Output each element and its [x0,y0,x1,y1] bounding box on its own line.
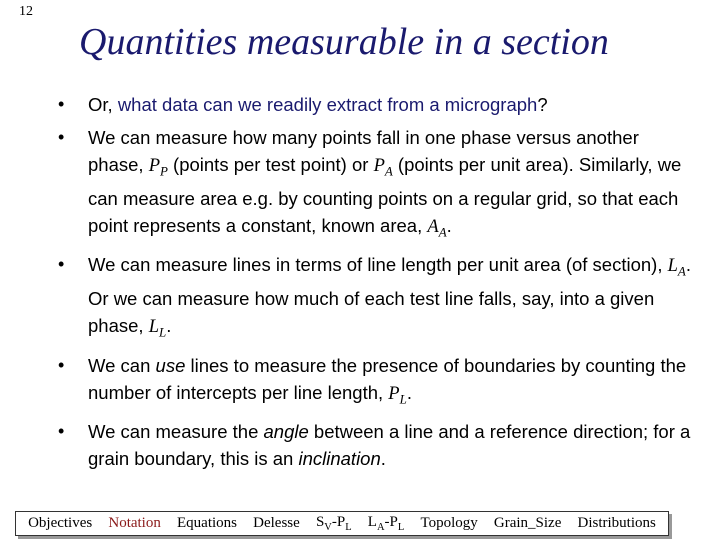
symbol-la: $L_A$ [667,256,686,280]
bullet-text: . [166,315,172,337]
navigation-bar [15,511,669,536]
bullet-text: We can measure the [88,421,264,443]
bullet-dot-icon: • [58,94,65,114]
bullet-dot-icon: • [58,354,65,375]
nav-link-grain-size[interactable]: Grain_Size [493,515,562,531]
nav-link-la-pl[interactable]: $L_A-P_L$ [367,514,405,533]
bullet-text: . Or we can measure how much of each test line falls, say, into a given phase, [88,254,691,337]
nav-link-delesse[interactable]: Delesse [253,515,300,531]
bullet-text: . [380,448,386,470]
nav-link-distributions[interactable]: Distributions [577,515,656,531]
symbol-pp: $P_P$ [148,156,168,179]
nav-link-equations[interactable]: Equations [177,515,237,531]
bullet-highlight-text: what data can we readily extract from a micrograph [117,94,538,115]
bullet-text: lines to measure the presence of boundaries by counting the number of intercepts per line length, [88,354,687,403]
bullet-text: . [446,214,452,236]
nav-link-objectives[interactable]: Objectives [28,515,93,531]
bullet-text: (points per unit area). Similarly, we can measure area e.g. by counting points on a regular grid, so that each point represents a constant, known area, [88,154,682,236]
bullet-emphasis: angle [263,421,309,443]
symbol-pl: $P_L$ [388,383,407,407]
bullet-text: Or, [88,94,118,115]
bullet-emphasis: use [155,354,186,376]
bullet-dot-icon: • [58,254,65,275]
bullet-dot-icon: • [58,127,65,147]
nav-link-sv-pl[interactable]: $S_V-P_L$ [315,514,352,533]
bullet-dot-icon: • [58,421,65,442]
bullet-text: between a line and a reference direction; for a grain boundary, this is an [88,421,691,470]
bullet-item [0,91,720,118]
symbol-aa: $A_A$ [427,216,447,240]
bullet-item [0,124,720,245]
bullet-text: ? [537,94,548,115]
nav-link-notation[interactable]: Notation [108,515,161,531]
bullet-text: (points per test point) or [167,154,374,175]
bullet-item [0,251,720,345]
nav-link-topology[interactable]: Topology [420,515,478,531]
bullet-text: . [406,381,412,403]
symbol-pa: $P_A$ [373,156,393,179]
bullet-text: We can [88,354,156,376]
slide-number: 12 [19,4,33,19]
bullet-item [0,418,720,472]
bullet-emphasis: inclination [298,448,381,470]
bullet-text: We can measure how many points fall in one phase versus another phase, [88,127,639,175]
slide-title: Quantities measurable in a section [79,21,609,63]
symbol-ll: $L_L$ [148,317,167,340]
bullet-item [0,352,720,413]
bullet-text: We can measure lines in terms of line length per unit area (of section), [88,254,668,276]
bullet-list [0,91,720,478]
